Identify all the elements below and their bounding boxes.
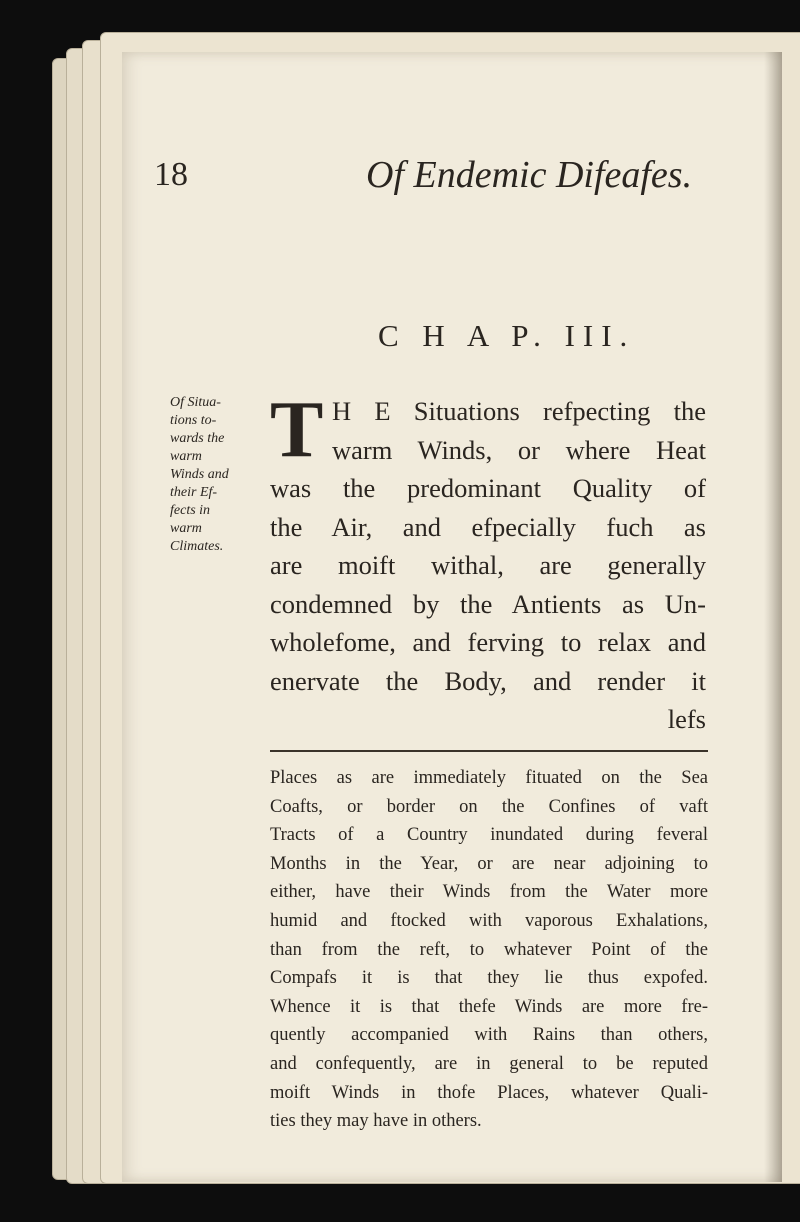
footnote-line: Tracts of a Country inundated during feveral xyxy=(270,825,708,846)
book-page xyxy=(122,52,782,1182)
body-line: the Air, and efpecially fuch as xyxy=(270,511,706,542)
footnote-line: moift Winds in thofe Places, whatever Quali- xyxy=(270,1082,708,1103)
page-number: 18 xyxy=(154,156,188,193)
footnote-line: either, have their Winds from the Water more xyxy=(270,882,708,903)
footnote-line: Months in the Year, or are near adjoining to xyxy=(270,853,708,874)
footnote-line: and confequently, are in general to be reputed xyxy=(270,1053,708,1074)
marginal-note-line: fects in xyxy=(170,503,211,518)
body-line: was the predominant Quality of xyxy=(270,473,706,503)
marginal-note-line: warm xyxy=(170,521,202,536)
footnote-line: humid and ftocked with vaporous Exhalations, xyxy=(270,910,708,931)
footnote-line: Whence it is that thefe Winds are more fre- xyxy=(270,996,708,1017)
footnote-line: than from the reft, to whatever Point of the xyxy=(270,939,708,960)
running-title: Of Endemic Difeafes. xyxy=(366,154,693,196)
chapter-heading: C H A P. III. xyxy=(378,318,636,353)
footnote xyxy=(270,764,708,1136)
drop-cap: T xyxy=(270,386,324,474)
catchword: lefs xyxy=(667,704,706,734)
marginal-note-line: Winds and xyxy=(170,467,229,482)
marginal-note-line: their Ef- xyxy=(170,485,218,500)
marginal-note-line: Climates. xyxy=(170,539,224,554)
body-line: condemned by the Antients as Un- xyxy=(270,588,706,619)
footnote-line: ties they may have in others. xyxy=(270,1111,482,1132)
marginal-note-line: warm xyxy=(170,449,202,464)
marginal-note xyxy=(170,394,250,556)
footnote-line: Places as are immediately fituated on the Sea xyxy=(270,768,708,788)
footnote-line: Coafts, or border on the Confines of vaft xyxy=(270,796,708,817)
marginal-note-line: tions to- xyxy=(170,413,217,428)
body-line: H E Situations refpecting the xyxy=(332,396,706,426)
body-line: are moift withal, are generally xyxy=(270,550,706,580)
body-paragraph xyxy=(270,386,706,739)
body-line: wholefome, and ferving to relax and xyxy=(270,627,706,657)
footnote-line: Compafs it is that they lie thus expofed. xyxy=(270,968,708,989)
footnote-rule xyxy=(270,750,708,752)
body-line: enervate the Body, and render it xyxy=(270,665,706,696)
marginal-note-line: wards the xyxy=(170,431,225,446)
running-head xyxy=(154,152,714,198)
gutter-shadow xyxy=(764,52,782,1182)
footnote-line: quently accompanied with Rains than others, xyxy=(270,1025,708,1046)
marginal-note-line: Of Situa- xyxy=(170,395,221,410)
body-line: warm Winds, or where Heat xyxy=(332,434,706,465)
